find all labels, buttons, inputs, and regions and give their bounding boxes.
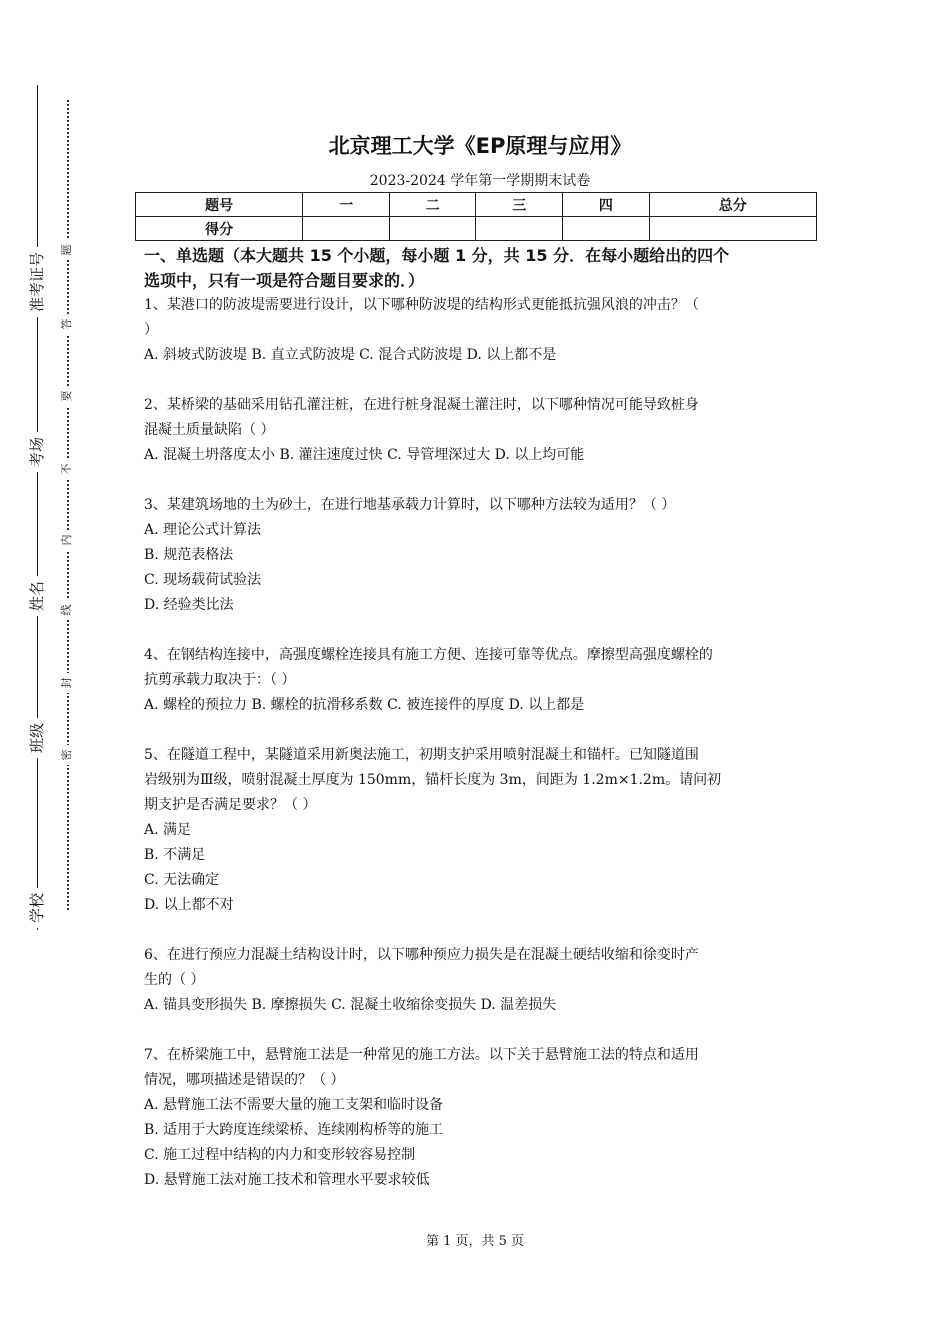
question-option: A. 满足: [144, 822, 192, 838]
seal-char: 要: [57, 386, 77, 406]
seal-char: 不: [57, 459, 77, 479]
question-options: A. 混凝土坍落度太小 B. 灌注速度过快 C. 导管埋深过大 D. 以上均可能: [144, 447, 585, 463]
page-title: 北京理工大学《EP原理与应用》: [328, 134, 632, 158]
section-heading-line: 选项中，只有一项是符合题目要求的．）: [144, 271, 425, 290]
question-option: B. 适用于大跨度连续梁桥、连续刚构桥等的施工: [144, 1122, 444, 1138]
seal-char: 题: [57, 240, 77, 260]
seal-char: 内: [57, 530, 77, 550]
score-cell: [563, 217, 650, 241]
seal-char: 密: [57, 745, 77, 765]
question-option: C. 现场载荷试验法: [144, 572, 262, 588]
score-header-cell: 四: [563, 193, 650, 217]
score-header-cell: 三: [476, 193, 563, 217]
score-row-label: 得分: [136, 217, 303, 241]
score-table-score-row: [136, 217, 817, 241]
side-label-exam-room: 考场: [17, 432, 57, 472]
question-option: D. 经验类比法: [144, 597, 234, 613]
question-option: D. 以上都不对: [144, 897, 234, 913]
section-heading: [144, 243, 816, 293]
question-stem-line: ）: [144, 322, 158, 338]
question-stem-line: 3、某建筑场地的土为砂土，在进行地基承载力计算时，以下哪种方法较为适用？（ ）: [144, 497, 676, 513]
question-4: [144, 643, 816, 718]
score-cell: [389, 217, 476, 241]
question-6: [144, 943, 816, 1018]
score-header-cell: 二: [389, 193, 476, 217]
question-option: A. 悬臂施工法不需要大量的施工支架和临时设备: [144, 1097, 444, 1113]
score-cell: [476, 217, 563, 241]
score-header-cell: 题号: [136, 193, 303, 217]
question-1: [144, 293, 816, 368]
page-subtitle: 2023-2024 学年第一学期期末试卷: [369, 173, 591, 189]
binding-dotted-line: [67, 100, 69, 910]
side-label-exam-id: 准考证号: [17, 247, 57, 317]
side-label-school: 学校: [17, 888, 57, 928]
question-stem-line: 生的（ ）: [144, 972, 205, 988]
question-option: C. 施工过程中结构的内力和变形较容易控制: [144, 1147, 416, 1163]
score-header-cell: 一: [303, 193, 390, 217]
side-label-name: 姓名: [17, 576, 57, 616]
question-stem-line: 7、在桥梁施工中，悬臂施工法是一种常见的施工方法。以下关于悬臂施工法的特点和适用: [144, 1047, 699, 1063]
question-stem-line: 2、某桥梁的基础采用钻孔灌注桩，在进行桩身混凝土灌注时，以下哪种情况可能导致桩身: [144, 397, 699, 413]
score-header-cell: 总分: [649, 193, 816, 217]
question-stem-line: 5、在隧道工程中，某隧道采用新奥法施工，初期支护采用喷射混凝土和锚杆。已知隧道围: [144, 747, 699, 763]
page-footer: 第 1 页，共 5 页: [425, 1234, 525, 1249]
seal-char: 线: [57, 600, 77, 620]
question-option: D. 悬臂施工法对施工技术和管理水平要求较低: [144, 1172, 430, 1188]
question-stem-line: 期支护是否满足要求？（ ）: [144, 797, 317, 813]
section-heading-line: 一、单选题（本大题共 15 个小题，每小题 1 分，共 15 分．在每小题给出的四个: [144, 246, 730, 265]
question-stem-line: 4、在钢结构连接中，高强度螺栓连接具有施工方便、连接可靠等优点。摩擦型高强度螺栓的: [144, 647, 713, 663]
question-5: [144, 743, 816, 918]
question-options: A. 螺栓的预拉力 B. 螺栓的抗滑移系数 C. 被连接件的厚度 D. 以上都是: [144, 697, 585, 713]
question-3: [144, 493, 816, 618]
seal-char: 答: [57, 314, 77, 334]
score-table: [135, 192, 817, 241]
question-2: [144, 393, 816, 468]
question-7: [144, 1043, 816, 1193]
binding-solid-line: [37, 85, 38, 930]
question-stem-line: 抗剪承载力取决于：（ ）: [144, 672, 296, 688]
binding-margin: [0, 0, 110, 1344]
question-stem-line: 1、某港口的防波堤需要进行设计，以下哪种防波堤的结构形式更能抵抗强风浪的冲击？（: [144, 297, 699, 313]
seal-char: 封: [57, 673, 77, 693]
score-cell: [649, 217, 816, 241]
question-stem-line: 混凝土质量缺陷（ ）: [144, 422, 275, 438]
question-option: B. 规范表格法: [144, 547, 234, 563]
question-option: B. 不满足: [144, 847, 206, 863]
question-stem-line: 岩级别为Ⅲ级，喷射混凝土厚度为 150mm，锚杆长度为 3m，间距为 1.2m×1.2m。请问初: [144, 772, 722, 788]
question-option: A. 理论公式计算法: [144, 522, 262, 538]
exam-page: [144, 128, 816, 1193]
score-table-header-row: [136, 193, 817, 217]
score-cell: [303, 217, 390, 241]
question-stem-line: 情况，哪项描述是错误的？（ ）: [144, 1072, 345, 1088]
question-options: A. 斜坡式防波堤 B. 直立式防波堤 C. 混合式防波堤 D. 以上都不是: [144, 347, 557, 363]
side-label-class: 班级: [17, 718, 57, 758]
question-stem-line: 6、在进行预应力混凝土结构设计时，以下哪种预应力损失是在混凝土硬结收缩和徐变时产: [144, 947, 699, 963]
question-option: C. 无法确定: [144, 872, 220, 888]
question-options: A. 锚具变形损失 B. 摩擦损失 C. 混凝土收缩徐变损失 D. 温差损失: [144, 997, 557, 1013]
